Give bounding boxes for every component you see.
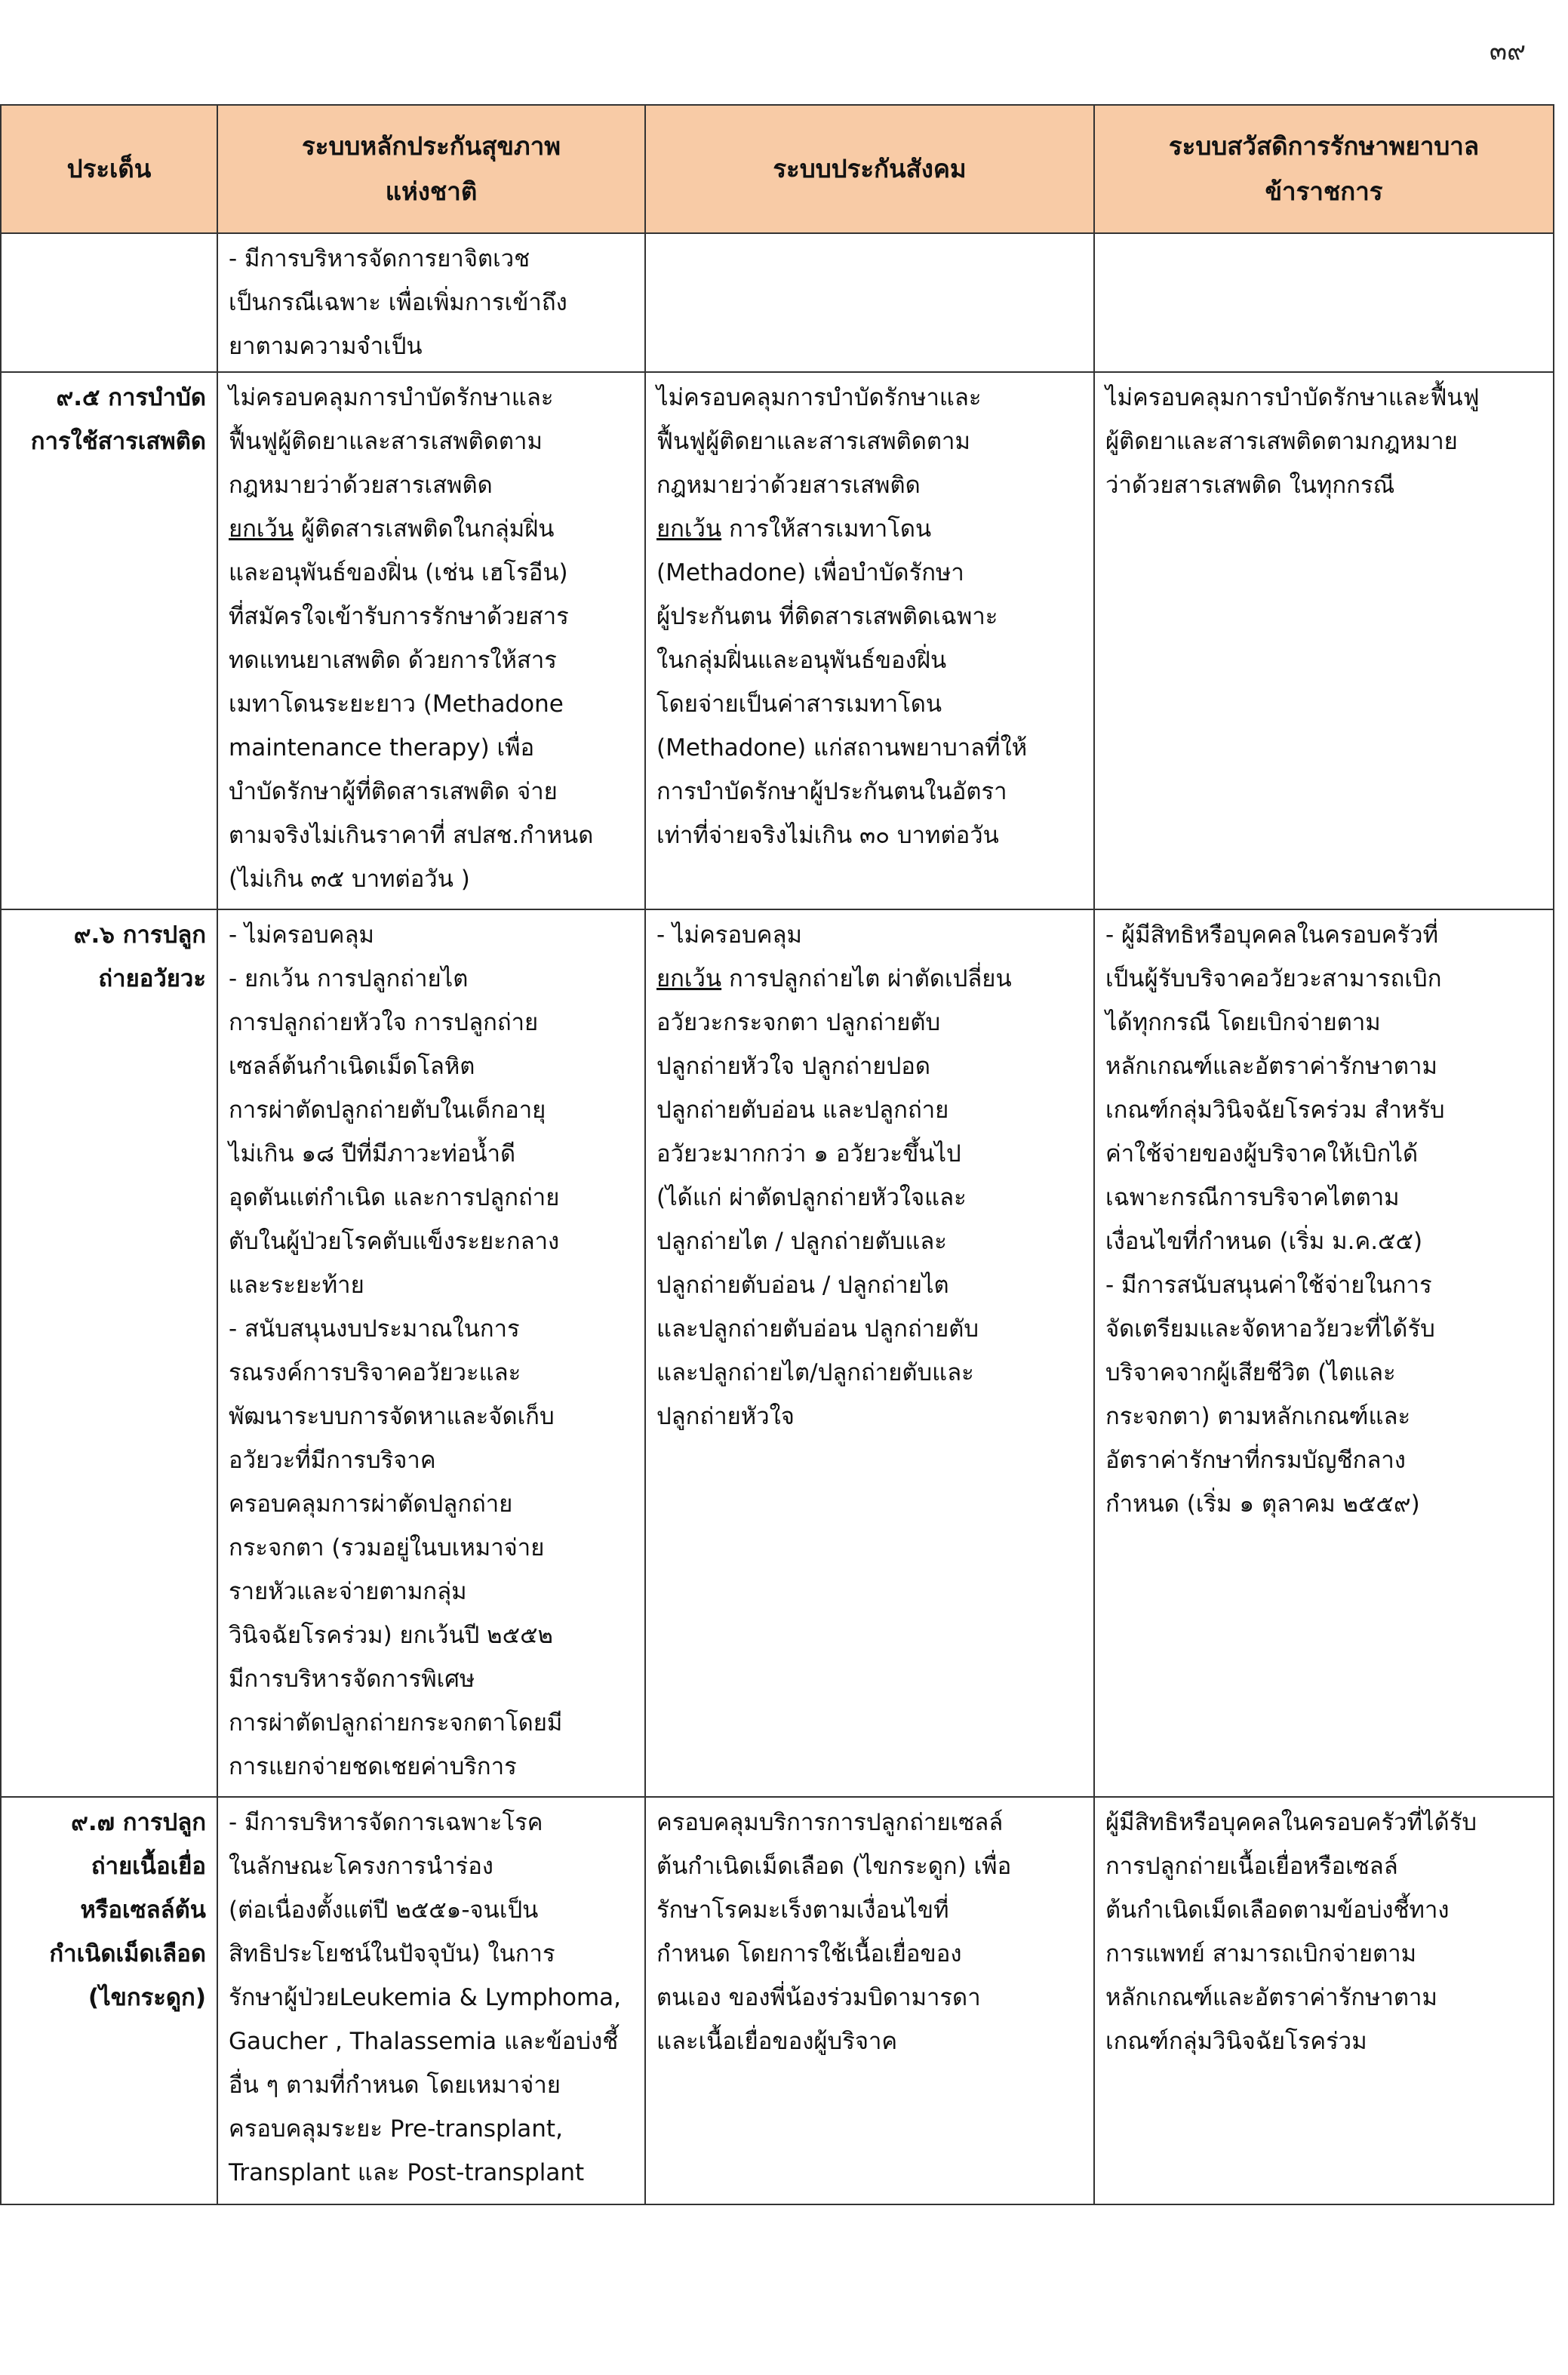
csmbs-cell: ไม่ครอบคลุมการบำบัดรักษาและฟื้นฟู ผู้ติดยาและสารเสพติดตามกฎหมาย ว่าด้วยสารเสพติด ในทุกกรณี [1094, 372, 1554, 909]
uc-cell: - มีการบริหารจัดการยาจิตเวช เป็นกรณีเฉพาะ เพื่อเพิ่มการเข้าถึง ยาตามความจำเป็น [217, 233, 645, 372]
sso-cell: ไม่ครอบคลุมการบำบัดรักษาและ ฟื้นฟูผู้ติดยาและสารเสพติดตาม กฎหมายว่าด้วยสารเสพติด ยกเว้น การให้สารเมทาโดน (Methadone) เพื่อบำบัดรักษา ผู้ประกันตน ที่ติดสารเสพติดเฉพาะ ในกลุ่มฝิ่นและอนุพันธ์ของฝิ่น โดยจ่ายเป็นค่าสารเมทาโดน (Methadone) แก่สถานพยาบาลที่ให้ การบำบัดรักษาผู้ประกันตนในอัตรา เท่าที่จ่ายจริงไม่เกิน ๓๐ บาทต่อวัน [645, 372, 1094, 909]
benefits-comparison-table [0, 104, 1554, 2205]
table-row [1, 909, 1554, 1797]
table-row [1, 1797, 1554, 2204]
page-number: ๓๙ [1489, 36, 1526, 66]
uc-cell: - มีการบริหารจัดการเฉพาะโรค ในลักษณะโครงการนำร่อง (ต่อเนื่องตั้งแต่ปี ๒๕๕๑-จนเป็น สิทธิประโยชน์ในปัจจุบัน) ในการ รักษาผู้ป่วยLeukemia & Lymphoma, Gaucher , Thalassemia และข้อบ่งชี้ อื่น ๆ ตามที่กำหนด โดยเหมาจ่าย ครอบคลุมระยะ Pre-transplant, Transplant และ Post-transplant [217, 1797, 645, 2204]
uc-cell: - ไม่ครอบคลุม - ยกเว้น การปลูกถ่ายไต การปลูกถ่ายหัวใจ การปลูกถ่าย เซลล์ต้นกำเนิดเม็ดโลหิต การผ่าตัดปลูกถ่ายตับในเด็กอายุ ไม่เกิน ๑๘ ปีที่มีภาวะท่อน้ำดี อุดตันแต่กำเนิด และการปลูกถ่าย ตับในผู้ป่วยโรคตับแข็งระยะกลาง และระยะท้าย - สนับสนุนงบประมาณในการ รณรงค์การบริจาคอวัยวะและ พัฒนาระบบการจัดหาและจัดเก็บ อวัยวะที่มีการบริจาค ครอบคลุมการผ่าตัดปลูกถ่าย กระจกตา (รวมอยู่ในบเหมาจ่าย รายหัวและจ่ายตามกลุ่ม วินิจฉัยโรคร่วม) ยกเว้นปี ๒๕๕๒ มีการบริหารจัดการพิเศษ การผ่าตัดปลูกถ่ายกระจกตาโดยมี การแยกจ่ายชดเชยค่าบริการ [217, 909, 645, 1797]
csmbs-cell [1094, 233, 1554, 372]
csmbs-cell: ผู้มีสิทธิหรือบุคคลในครอบครัวที่ได้รับ การปลูกถ่ายเนื้อเยื่อหรือเซลล์ ต้นกำเนิดเม็ดเลือดตามข้อบ่งชี้ทาง การแพทย์ สามารถเบิกจ่ายตาม หลักเกณฑ์และอัตราค่ารักษาตาม เกณฑ์กลุ่มวินิจฉัยโรคร่วม [1094, 1797, 1554, 2204]
topic-cell: ๙.๖ การปลูก ถ่ายอวัยวะ [1, 909, 217, 1797]
table-header-row [1, 105, 1554, 233]
header-csmbs: ระบบสวัสดิการรักษาพยาบาล ข้าราชการ [1094, 105, 1554, 233]
topic-cell: ๙.๕ การบำบัด การใช้สารเสพติด [1, 372, 217, 909]
table-row [1, 372, 1554, 909]
header-uc: ระบบหลักประกันสุขภาพ แห่งชาติ [217, 105, 645, 233]
uc-cell: ไม่ครอบคลุมการบำบัดรักษาและ ฟื้นฟูผู้ติดยาและสารเสพติดตาม กฎหมายว่าด้วยสารเสพติด ยกเว้น ผู้ติดสารเสพติดในกลุ่มฝิ่น และอนุพันธ์ของฝิ่น (เช่น เฮโรอีน) ที่สมัครใจเข้ารับการรักษาด้วยสาร ทดแทนยาเสพติด ด้วยการให้สาร เมทาโดนระยะยาว (Methadone maintenance therapy) เพื่อ บำบัดรักษาผู้ที่ติดสารเสพติด จ่าย ตามจริงไม่เกินราคาที่ สปสช.กำหนด (ไม่เกิน ๓๕ บาทต่อวัน ) [217, 372, 645, 909]
sso-cell: ครอบคลุมบริการการปลูกถ่ายเซลล์ ต้นกำเนิดเม็ดเลือด (ไขกระดูก) เพื่อ รักษาโรคมะเร็งตามเงื่อนไขที่ กำหนด โดยการใช้เนื้อเยื่อของ ตนเอง ของพี่น้องร่วมบิดามารดา และเนื้อเยื่อของผู้บริจาค [645, 1797, 1094, 2204]
header-sso: ระบบประกันสังคม [645, 105, 1094, 233]
header-topic: ประเด็น [1, 105, 217, 233]
table-row [1, 233, 1554, 372]
sso-cell [645, 233, 1094, 372]
topic-cell: ๙.๗ การปลูก ถ่ายเนื้อเยื่อ หรือเซลล์ต้น กำเนิดเม็ดเลือด (ไขกระดูก) [1, 1797, 217, 2204]
topic-cell [1, 233, 217, 372]
sso-cell: - ไม่ครอบคลุม ยกเว้น การปลูกถ่ายไต ผ่าตัดเปลี่ยน อวัยวะกระจกตา ปลูกถ่ายตับ ปลูกถ่ายหัวใจ ปลูกถ่ายปอด ปลูกถ่ายตับอ่อน และปลูกถ่าย อวัยวะมากกว่า ๑ อวัยวะขึ้นไป (ได้แก่ ผ่าตัดปลูกถ่ายหัวใจและ ปลูกถ่ายไต / ปลูกถ่ายตับและ ปลูกถ่ายตับอ่อน / ปลูกถ่ายไต และปลูกถ่ายตับอ่อน ปลูกถ่ายตับ และปลูกถ่ายไต/ปลูกถ่ายตับและ ปลูกถ่ายหัวใจ [645, 909, 1094, 1797]
csmbs-cell: - ผู้มีสิทธิหรือบุคคลในครอบครัวที่ เป็นผู้รับบริจาคอวัยวะสามารถเบิก ได้ทุกกรณี โดยเบิกจ่ายตาม หลักเกณฑ์และอัตราค่ารักษาตาม เกณฑ์กลุ่มวินิจฉัยโรคร่วม สำหรับ ค่าใช้จ่ายของผู้บริจาคให้เบิกได้ เฉพาะกรณีการบริจาคไตตาม เงื่อนไขที่กำหนด (เริ่ม ม.ค.๕๕) - มีการสนับสนุนค่าใช้จ่ายในการ จัดเตรียมและจัดหาอวัยวะที่ได้รับ บริจาคจากผู้เสียชีวิต (ไตและ กระจกตา) ตามหลักเกณฑ์และ อัตราค่ารักษาที่กรมบัญชีกลาง กำหนด (เริ่ม ๑ ตุลาคม ๒๕๕๙) [1094, 909, 1554, 1797]
